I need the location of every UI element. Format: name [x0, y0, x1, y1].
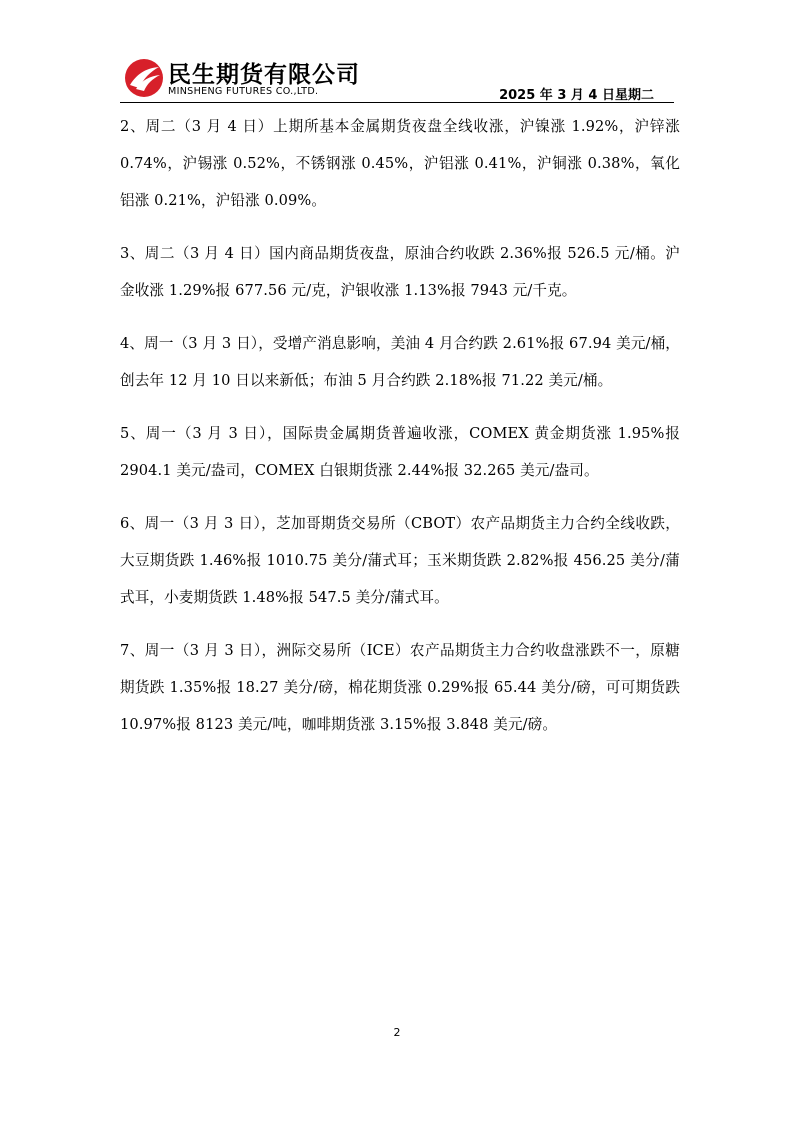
page-number: 2 [393, 1026, 401, 1039]
news-content [120, 108, 680, 759]
news-item-4: 4、周一（3 月 3 日），受增产消息影响，美油 4 月合约跌 2.61%报 67.94 美元/桶，创去年 12 月 10 日以来新低；布油 5 月合约跌 2.18%报 71.22 美元/桶。 [120, 335, 680, 389]
minsheng-logo-icon [124, 58, 164, 98]
header-rule [120, 102, 674, 103]
news-item-5: 5、周一（3 月 3 日），国际贵金属期货普遍收涨，COMEX 黄金期货涨 1.95%报 2904.1 美元/盎司，COMEX 白银期货涨 2.44%报 32.265 美元/盎司。 [120, 425, 680, 479]
page-header [120, 52, 674, 104]
news-item-3: 3、周二（3 月 4 日）国内商品期货夜盘，原油合约收跌 2.36%报 526.5 元/桶。沪金收涨 1.29%报 677.56 元/克，沪银收涨 1.13%报 7943 元/千克。 [120, 245, 680, 299]
news-item-6: 6、周一（3 月 3 日），芝加哥期货交易所（CBOT）农产品期货主力合约全线收跌，大豆期货跌 1.46%报 1010.75 美分/蒲式耳；玉米期货跌 2.82%报 456.25 美分/蒲式耳，小麦期货跌 1.48%报 547.5 美分/蒲式耳。 [120, 515, 680, 606]
report-date: 2025 年 3 月 4 日星期二 [499, 88, 654, 103]
company-logo [124, 56, 364, 102]
news-item-2: 2、周二（3 月 4 日）上期所基本金属期货夜盘全线收涨，沪镍涨 1.92%，沪锌涨 0.74%，沪锡涨 0.52%，不锈钢涨 0.45%，沪铝涨 0.41%，沪铜涨 0.38%，氧化铝涨 0.21%，沪铅涨 0.09%。 [120, 118, 680, 209]
logo-english-name: MINSHENG FUTURES CO.,LTD. [168, 86, 319, 97]
logo-chinese-name: 民生期货有限公司 [168, 62, 360, 88]
news-item-7: 7、周一（3 月 3 日），洲际交易所（ICE）农产品期货主力合约收盘涨跌不一，原糖期货跌 1.35%报 18.27 美分/磅，棉花期货涨 0.29%报 65.44 美分/磅，可可期货跌 10.97%报 8123 美元/吨，咖啡期货涨 3.15%报 3.848 美元/磅。 [120, 642, 680, 733]
